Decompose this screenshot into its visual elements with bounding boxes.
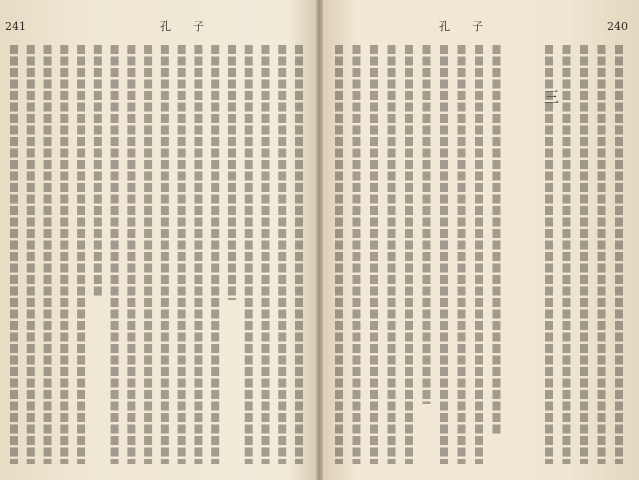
body-text	[0, 0, 316, 480]
book-gutter	[316, 0, 323, 480]
section-heading: 三	[544, 88, 559, 106]
right-page	[323, 0, 639, 480]
body-text	[323, 0, 639, 480]
page-number: 241	[5, 20, 26, 33]
page-number: 240	[607, 20, 628, 33]
running-header: 孔子	[439, 20, 505, 33]
left-page	[0, 0, 316, 480]
running-header: 孔子	[160, 20, 226, 33]
